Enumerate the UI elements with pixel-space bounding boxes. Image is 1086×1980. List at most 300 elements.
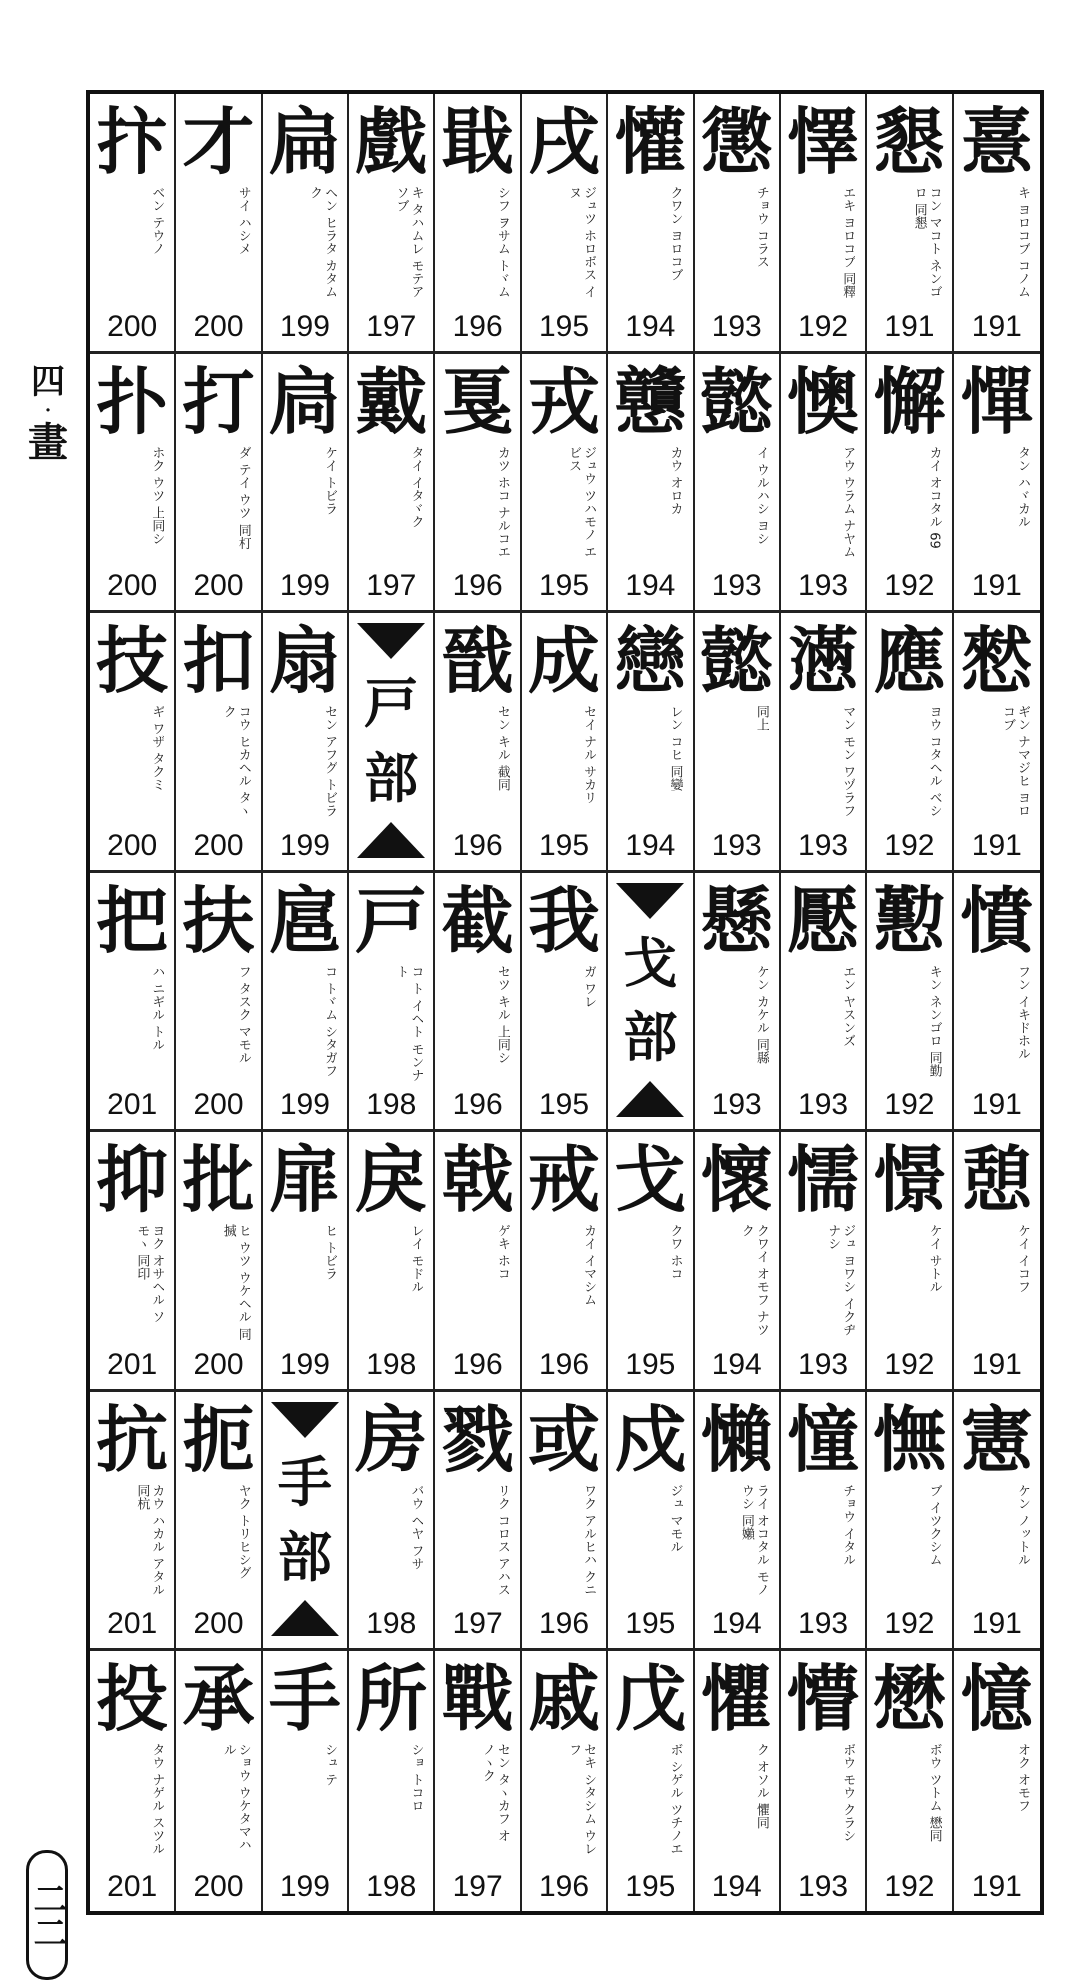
entry-number: 195 (625, 1347, 676, 1381)
kanji-reading: カイ イマシム (581, 1224, 597, 1307)
kanji-character: 懕 (787, 877, 860, 963)
kanji-character: 憶 (960, 1656, 1033, 1742)
kanji-reading: イ ウルハシ ヨシ (753, 445, 769, 545)
kanji-entry (263, 873, 349, 1133)
entry-number: 196 (452, 569, 503, 603)
kanji-character: 打 (182, 358, 255, 444)
kanji-entry (522, 873, 608, 1133)
kanji-reading: ライ オコタル モノウシ 同嬾 (738, 1483, 769, 1597)
kanji-reading: バウ ヘヤ フサ (408, 1483, 424, 1571)
kanji-character: 扉 (268, 1137, 341, 1223)
header-triangle-bottom (271, 1600, 339, 1636)
kanji-reading: ボウ ツトム 懋同 (926, 1743, 942, 1843)
kanji-reading: ショ トコロ (408, 1743, 424, 1813)
kanji-character: 戮 (441, 1396, 514, 1482)
kanji-character: 扃 (268, 358, 341, 444)
kanji-reading: フ タスク マモル (235, 964, 251, 1064)
entry-number: 193 (798, 1607, 849, 1641)
kanji-character: 抑 (96, 1137, 169, 1223)
kanji-reading: ホク ウツ 上同シ (149, 445, 165, 545)
kanji-reading: ハ ニギル トル (149, 964, 165, 1051)
kanji-entry (435, 354, 521, 614)
kanji-character: 懵 (787, 1656, 860, 1742)
kanji-reading: コ トヾム シタガフ (322, 964, 338, 1077)
kanji-entry (522, 354, 608, 614)
kanji-reading: サイ ハシメ (235, 186, 251, 256)
radical-name: 戸 (364, 670, 419, 735)
kanji-entry (608, 354, 694, 614)
kanji-character: 戚 (527, 1656, 600, 1742)
kanji-reading: カツ ホコ ナルコエ (494, 445, 510, 558)
entry-number: 193 (711, 828, 762, 862)
kanji-entry (867, 613, 953, 873)
kanji-reading: カイ オコタル 69 (926, 445, 942, 549)
kanji-entry (435, 613, 521, 873)
radical-section-header (608, 873, 694, 1133)
kanji-entry (435, 873, 521, 1133)
kanji-character: 懷 (700, 1137, 773, 1223)
kanji-reading: ジュ マモル (667, 1483, 683, 1553)
entry-number: 197 (452, 1607, 503, 1641)
entry-number: 192 (884, 828, 935, 862)
radical-section-label: 部 (364, 745, 419, 810)
kanji-character: 把 (96, 877, 169, 963)
entry-number: 196 (538, 1347, 590, 1381)
kanji-entry (435, 1132, 521, 1392)
kanji-reading: ケイ トビラ (322, 445, 338, 515)
kanji-entry (349, 94, 435, 354)
kanji-character: 戟 (441, 1137, 514, 1223)
kanji-entry (608, 1651, 694, 1911)
kanji-entry (522, 613, 608, 873)
kanji-entry (522, 94, 608, 354)
kanji-reading: ヒ トビラ (322, 1224, 338, 1281)
kanji-entry (954, 1132, 1040, 1392)
kanji-index-table (86, 90, 1044, 1915)
kanji-character: 憩 (960, 1137, 1033, 1223)
kanji-entry (695, 1132, 781, 1392)
kanji-character: 抗 (96, 1396, 169, 1482)
kanji-character: 手 (268, 1656, 341, 1742)
kanji-character: 懼 (700, 1656, 773, 1742)
entry-number: 199 (279, 828, 330, 862)
kanji-entry (867, 354, 953, 614)
section-label-bottom: 畫 (28, 419, 68, 466)
kanji-reading: ワク アルヒハ クニ (581, 1483, 597, 1597)
kanji-reading: ボウ モウ クラシ (840, 1743, 856, 1843)
entry-number: 192 (884, 1607, 935, 1641)
kanji-reading: エン ヤスンズ (840, 964, 856, 1047)
kanji-reading: セツ キル 上同シ (494, 964, 510, 1064)
kanji-entry (781, 94, 867, 354)
kanji-entry (608, 94, 694, 354)
kanji-reading: コン マコト ネンゴロ 同懇 (911, 186, 942, 299)
kanji-character: 懶 (700, 1396, 773, 1482)
kanji-character: 扁 (268, 99, 341, 184)
kanji-entry (90, 1392, 176, 1652)
kanji-reading: フン イキドホル (1015, 964, 1030, 1060)
entry-number: 200 (193, 1088, 244, 1122)
entry-number: 192 (884, 1088, 935, 1122)
kanji-character: 投 (96, 1656, 169, 1742)
kanji-reading: オク オモフ (1015, 1743, 1030, 1813)
kanji-character: 戾 (355, 1137, 428, 1223)
radical-name: 戈 (623, 930, 678, 995)
kanji-reading: チョウ イタル (840, 1483, 856, 1566)
entry-number: 194 (625, 828, 676, 862)
kanji-reading: セン タヽカフ オノヽク (479, 1743, 510, 1843)
kanji-character: 憮 (873, 1396, 946, 1482)
kanji-reading: チョウ コラス (753, 186, 769, 269)
kanji-character: 懽 (614, 99, 687, 184)
kanji-reading: カウ オロカ (667, 445, 683, 515)
kanji-reading: セイ ナル サカリ (581, 705, 597, 805)
kanji-character: 房 (355, 1396, 428, 1482)
kanji-reading: ギン ナマジヒ ヨロコブ (1000, 705, 1030, 818)
kanji-character: 扼 (182, 1396, 255, 1482)
kanji-character: 懊 (787, 358, 860, 444)
kanji-character: 承 (182, 1656, 255, 1742)
kanji-reading: セキ シタシム ウレフ (566, 1743, 597, 1856)
kanji-character: 憖 (960, 618, 1033, 704)
kanji-reading: ヤク トリヒシグ (235, 1483, 251, 1579)
kanji-entry (695, 1392, 781, 1652)
kanji-entry (867, 94, 953, 354)
kanji-character: 懇 (873, 99, 946, 184)
section-label-dot: · (44, 400, 52, 421)
kanji-character: 我 (527, 877, 600, 963)
kanji-entry (349, 1392, 435, 1652)
kanji-entry (176, 354, 262, 614)
entry-number: 196 (452, 1347, 503, 1381)
entry-number: 195 (538, 569, 590, 603)
kanji-character: 截 (441, 877, 514, 963)
radical-section-label: 部 (623, 1005, 678, 1070)
entry-number: 195 (538, 1088, 590, 1122)
kanji-entry (435, 1392, 521, 1652)
kanji-reading: ゲキ ホコ (494, 1224, 510, 1281)
entry-number: 198 (366, 1347, 417, 1381)
kanji-entry (522, 1392, 608, 1652)
kanji-reading: セン キル 截同 (494, 705, 510, 792)
radical-section-header (263, 1392, 349, 1652)
kanji-reading: ジュウ ツハモノ エビス (566, 445, 597, 558)
kanji-entry (90, 613, 176, 873)
entry-number: 199 (279, 569, 330, 603)
kanji-character: 戇 (614, 358, 687, 444)
kanji-character: 技 (96, 618, 169, 704)
kanji-character: 戩 (441, 618, 514, 704)
kanji-character: 扇 (268, 618, 341, 704)
radical-section-header (349, 613, 435, 873)
kanji-entry (954, 873, 1040, 1133)
kanji-entry (522, 1132, 608, 1392)
kanji-reading: タイ イタヾク (408, 445, 424, 528)
entry-number: 191 (971, 1088, 1022, 1122)
entry-number: 201 (107, 1347, 158, 1381)
kanji-reading: クワ ホコ (667, 1224, 683, 1281)
kanji-character: 戸 (355, 877, 428, 963)
kanji-entry (176, 1132, 262, 1392)
kanji-entry (90, 873, 176, 1133)
kanji-reading: ジュツ ホロボス イヌ (566, 186, 597, 299)
kanji-reading: セン アフグ トビラ (322, 705, 338, 818)
entry-number: 196 (452, 828, 503, 862)
radical-name: 手 (277, 1449, 332, 1514)
kanji-reading: レイ モドル (408, 1224, 424, 1294)
kanji-reading: リク コロス アハス (494, 1483, 510, 1597)
kanji-reading: マン モン ワヅラフ (840, 705, 856, 818)
kanji-character: 憧 (787, 1396, 860, 1482)
kanji-reading: ヨク オサヘル ソモヽ 同印 (134, 1224, 165, 1324)
kanji-reading: アウ ウラム ナヤム (840, 445, 856, 558)
kanji-reading: ヒ ウツ ウケヘル 同搣 (220, 1224, 251, 1341)
kanji-character: 戀 (614, 618, 687, 704)
kanji-character: 扑 (96, 358, 169, 444)
kanji-reading: ガ ワレ (581, 964, 597, 1008)
kanji-entry (695, 613, 781, 873)
kanji-reading: レン コヒ 同孌 (667, 705, 683, 792)
entry-number: 193 (798, 1870, 849, 1903)
kanji-character: 戊 (614, 1656, 687, 1742)
section-label (26, 362, 70, 466)
kanji-character: 或 (527, 1396, 600, 1482)
entry-number: 195 (625, 1870, 676, 1903)
kanji-character: 成 (527, 618, 600, 704)
kanji-character: 才 (182, 99, 255, 184)
kanji-entry (176, 94, 262, 354)
kanji-entry (176, 613, 262, 873)
entry-number: 198 (366, 1870, 417, 1903)
kanji-reading: ヘン ヒラタ カタムク (307, 186, 338, 299)
kanji-entry (954, 1392, 1040, 1652)
kanji-reading: 同上 (753, 705, 769, 732)
entry-number: 191 (971, 309, 1022, 343)
header-triangle-top (616, 883, 684, 919)
entry-number: 201 (107, 1607, 158, 1641)
entry-number: 194 (711, 1607, 762, 1641)
kanji-character: 戢 (441, 99, 514, 184)
header-triangle-top (357, 623, 425, 659)
entry-number: 201 (107, 1870, 158, 1903)
entry-number: 197 (452, 1870, 503, 1903)
kanji-entry (435, 94, 521, 354)
entry-number: 194 (625, 309, 676, 343)
kanji-entry (349, 354, 435, 614)
kanji-character: 懿 (700, 358, 773, 444)
kanji-character: 戈 (614, 1137, 687, 1223)
entry-number: 196 (452, 309, 503, 343)
kanji-entry (349, 1651, 435, 1911)
entry-number: 195 (538, 309, 590, 343)
kanji-entry (781, 354, 867, 614)
kanji-character: 戛 (441, 358, 514, 444)
kanji-entry (954, 94, 1040, 354)
kanji-reading: ブ イツクシム (926, 1483, 942, 1566)
entry-number: 194 (625, 569, 676, 603)
kanji-reading: キ タハムレ モテアソブ (393, 186, 424, 299)
entry-number: 200 (193, 828, 244, 862)
kanji-character: 戌 (527, 99, 600, 184)
entry-number: 196 (538, 1870, 590, 1903)
kanji-entry (263, 613, 349, 873)
kanji-entry (954, 613, 1040, 873)
kanji-reading: クワン ヨロコブ (667, 186, 683, 282)
kanji-character: 懿 (700, 618, 773, 704)
kanji-reading: キン ネンゴロ 同勤 (926, 964, 942, 1077)
kanji-reading: キ ヨロコブ コノム (1015, 186, 1030, 299)
entry-number: 199 (279, 309, 330, 343)
kanji-entry (608, 1132, 694, 1392)
kanji-character: 懣 (787, 618, 860, 704)
entry-number: 191 (971, 1347, 1022, 1381)
kanji-character: 憙 (960, 99, 1033, 184)
kanji-character: 扣 (182, 618, 255, 704)
kanji-entry (349, 873, 435, 1133)
radical-section-label: 部 (277, 1524, 332, 1589)
kanji-entry (867, 1392, 953, 1652)
kanji-entry (263, 94, 349, 354)
kanji-entry (263, 354, 349, 614)
entry-number: 192 (884, 569, 935, 603)
kanji-entry (90, 1651, 176, 1911)
kanji-entry (90, 94, 176, 354)
kanji-character: 所 (355, 1656, 428, 1742)
kanji-character: 應 (873, 618, 946, 704)
entry-number: 200 (107, 569, 158, 603)
kanji-character: 扶 (182, 877, 255, 963)
kanji-entry (695, 873, 781, 1133)
entry-number: 193 (798, 828, 849, 862)
section-label-top: 四 (31, 362, 65, 402)
kanji-reading: ギ ワザ タクミ (149, 705, 165, 792)
entry-number: 191 (971, 1607, 1022, 1641)
kanji-entry (695, 354, 781, 614)
kanji-entry (867, 873, 953, 1133)
entry-number: 200 (107, 309, 158, 343)
entry-number: 193 (711, 309, 762, 343)
kanji-character: 戰 (441, 1656, 514, 1742)
kanji-reading: ケン カケル 同縣 (753, 964, 769, 1064)
kanji-entry (867, 1132, 953, 1392)
kanji-reading: ヨウ コタヘル ベシ (926, 705, 942, 818)
kanji-entry (781, 1651, 867, 1911)
entry-number: 200 (193, 1347, 244, 1381)
kanji-character: 戎 (527, 358, 600, 444)
entry-number: 195 (538, 828, 590, 862)
kanji-entry (90, 354, 176, 614)
kanji-entry (781, 613, 867, 873)
kanji-reading: エキ ヨロコブ 同釋 (840, 186, 856, 299)
kanji-character: 批 (182, 1137, 255, 1223)
kanji-reading: コウ ヒカヘル タヽク (220, 705, 251, 818)
kanji-entry (90, 1132, 176, 1392)
entry-number: 192 (884, 1347, 935, 1381)
entry-number: 193 (798, 569, 849, 603)
kanji-reading: ジュ ヨワシ イクヂナシ (825, 1224, 856, 1337)
entry-number: 200 (107, 828, 158, 862)
entry-number: 200 (193, 1870, 244, 1903)
entry-number: 197 (366, 309, 417, 343)
kanji-entry (176, 873, 262, 1133)
kanji-entry (695, 94, 781, 354)
entry-number: 194 (711, 1347, 762, 1381)
kanji-character: 憲 (960, 1396, 1033, 1482)
entry-number: 194 (711, 1870, 762, 1903)
header-triangle-bottom (357, 822, 425, 858)
entry-number: 192 (884, 1870, 935, 1903)
kanji-reading: ケイ サトル (926, 1224, 942, 1294)
kanji-entry (954, 1651, 1040, 1911)
entry-number: 198 (366, 1088, 417, 1122)
kanji-entry (954, 354, 1040, 614)
kanji-character: 扈 (268, 877, 341, 963)
kanji-entry (608, 1392, 694, 1652)
kanji-entry (781, 1392, 867, 1652)
kanji-entry (349, 1132, 435, 1392)
entry-number: 198 (366, 1607, 417, 1641)
kanji-entry (522, 1651, 608, 1911)
entry-number: 200 (193, 309, 244, 343)
entry-number: 192 (798, 309, 849, 343)
kanji-reading: シュ テ (322, 1743, 338, 1787)
kanji-reading: ケイ イコフ (1015, 1224, 1030, 1294)
kanji-reading: クワイ オモフ ナツク (738, 1224, 769, 1337)
kanji-character: 戍 (614, 1396, 687, 1482)
kanji-character: 抃 (96, 99, 169, 184)
kanji-entry (435, 1651, 521, 1911)
kanji-reading: ボ シゲル ツチノエ (667, 1743, 683, 1856)
kanji-character: 懸 (700, 877, 773, 963)
header-triangle-top (271, 1402, 339, 1438)
header-triangle-bottom (616, 1081, 684, 1117)
kanji-character: 懈 (873, 358, 946, 444)
kanji-reading: ダ テイ ウツ 同朾 (235, 445, 251, 549)
entry-number: 199 (279, 1347, 330, 1381)
entry-number: 200 (193, 569, 244, 603)
kanji-entry (176, 1651, 262, 1911)
kanji-reading: タウ ナゲル スツル (149, 1743, 165, 1856)
entry-number: 191 (884, 309, 935, 343)
kanji-character: 懋 (873, 1656, 946, 1742)
kanji-entry (263, 1132, 349, 1392)
kanji-entry (781, 1132, 867, 1392)
kanji-reading: タン ハヾカル (1015, 445, 1030, 528)
kanji-entry (608, 613, 694, 873)
entry-number: 193 (711, 1088, 762, 1122)
entry-number: 196 (452, 1088, 503, 1122)
kanji-entry (263, 1651, 349, 1911)
kanji-character: 懦 (787, 1137, 860, 1223)
kanji-reading: ベン テウノ (149, 186, 165, 256)
kanji-character: 戴 (355, 358, 428, 444)
kanji-character: 戲 (355, 99, 428, 184)
kanji-character: 懌 (787, 99, 860, 184)
kanji-entry (867, 1651, 953, 1911)
kanji-character: 戒 (527, 1137, 600, 1223)
entry-number: 193 (711, 569, 762, 603)
entry-number: 199 (279, 1870, 330, 1903)
entry-number: 191 (971, 569, 1022, 603)
kanji-entry (176, 1392, 262, 1652)
kanji-reading: シフ ヲサム トヾム (494, 186, 510, 299)
kanji-character: 懃 (873, 877, 946, 963)
kanji-character: 懲 (700, 99, 773, 184)
kanji-reading: ケン ノットル (1015, 1483, 1030, 1566)
entry-number: 196 (538, 1607, 590, 1641)
entry-number: 191 (971, 828, 1022, 862)
entry-number: 191 (971, 1870, 1022, 1903)
